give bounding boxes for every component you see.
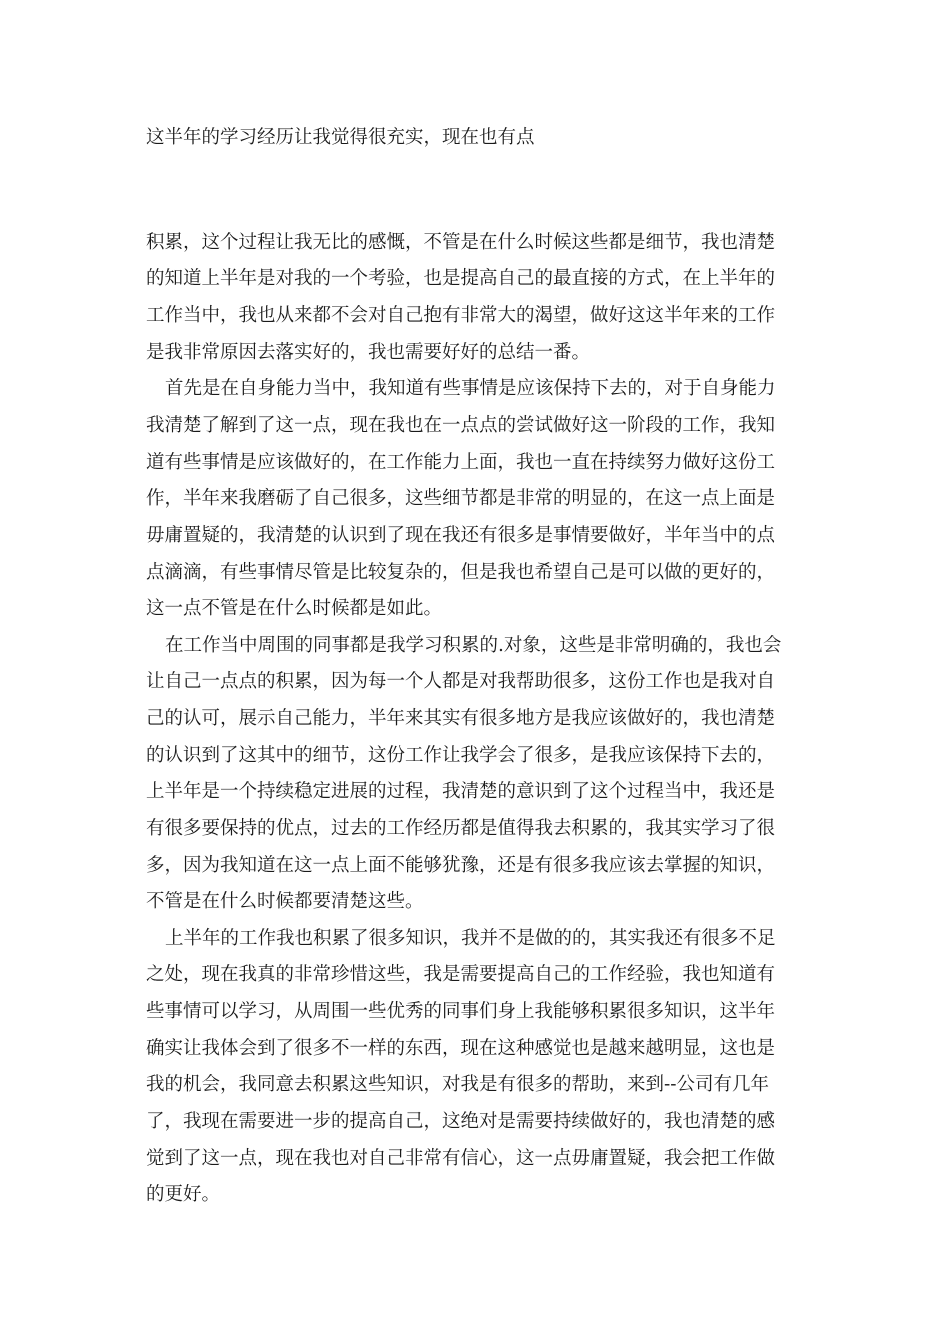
text-line: 作，半年来我磨砺了自己很多，这些细节都是非常的明显的，在这一点上面是 [146, 488, 776, 509]
text-line: 的更好。 [146, 1184, 221, 1205]
text-line: 是我非常原因去落实好的，我也需要好好的总结一番。 [146, 342, 591, 363]
text-line: 有很多要保持的优点，过去的工作经历都是值得我去积累的，我其实学习了很 [146, 818, 776, 839]
text-line: 了，我现在需要进一步的提高自己，这绝对是需要持续做好的，我也清楚的感 [146, 1111, 776, 1132]
text-line: 己的认可，展示自己能力，半年来其实有很多地方是我应该做好的，我也清楚 [146, 708, 776, 729]
document-heading-line: 这半年的学习经历让我觉得很充实，现在也有点 [146, 127, 535, 148]
text-line: 道有些事情是应该做好的，在工作能力上面，我也一直在持续努力做好这份工 [146, 452, 776, 473]
text-line: 我的机会，我同意去积累这些知识，对我是有很多的帮助，来到--公司有几年 [146, 1074, 770, 1095]
text-line: 不管是在什么时候都要清楚这些。 [146, 891, 424, 912]
text-line: 工作当中，我也从来都不会对自己抱有非常大的渴望，做好这这半年来的工作 [146, 305, 776, 326]
text-line: 我清楚了解到了这一点，现在我也在一点点的尝试做好这一阶段的工作，我知 [146, 415, 776, 436]
text-line: 这一点不管是在什么时候都是如此。 [146, 598, 443, 619]
text-line: 毋庸置疑的，我清楚的认识到了现在我还有很多是事情要做好，半年当中的点 [146, 525, 776, 546]
text-line: 点滴滴，有些事情尽管是比较复杂的，但是我也希望自己是可以做的更好的， [146, 562, 776, 583]
text-line: 让自己一点点的积累，因为每一个人都是对我帮助很多，这份工作也是我对自 [146, 671, 776, 692]
text-line: 多，因为我知道在这一点上面不能够犹豫，还是有很多我应该去掌握的知识， [146, 855, 776, 876]
text-line: 积累，这个过程让我无比的感慨，不管是在什么时候这些都是细节，我也清楚 [146, 232, 776, 253]
text-line: 之处，现在我真的非常珍惜这些，我是需要提高自己的工作经验，我也知道有 [146, 964, 776, 985]
text-line: 首先是在自身能力当中，我知道有些事情是应该保持下去的，对于自身能力 [165, 378, 776, 399]
text-line: 的知道上半年是对我的一个考验，也是提高自己的最直接的方式，在上半年的 [146, 268, 776, 289]
text-line: 觉到了这一点，现在我也对自己非常有信心，这一点毋庸置疑，我会把工作做 [146, 1148, 776, 1169]
text-line: 些事情可以学习，从周围一些优秀的同事们身上我能够积累很多知识，这半年 [146, 1001, 776, 1022]
text-line: 上半年是一个持续稳定进展的过程，我清楚的意识到了这个过程当中，我还是 [146, 781, 776, 802]
text-line: 确实让我体会到了很多不一样的东西，现在这种感觉也是越来越明显，这也是 [146, 1038, 776, 1059]
text-line: 在工作当中周围的同事都是我学习积累的.对象，这些是非常明确的，我也会 [165, 635, 782, 656]
text-line: 上半年的工作我也积累了很多知识，我并不是做的的，其实我还有很多不足 [165, 928, 776, 949]
text-line: 的认识到了这其中的细节，这份工作让我学会了很多，是我应该保持下去的， [146, 745, 776, 766]
